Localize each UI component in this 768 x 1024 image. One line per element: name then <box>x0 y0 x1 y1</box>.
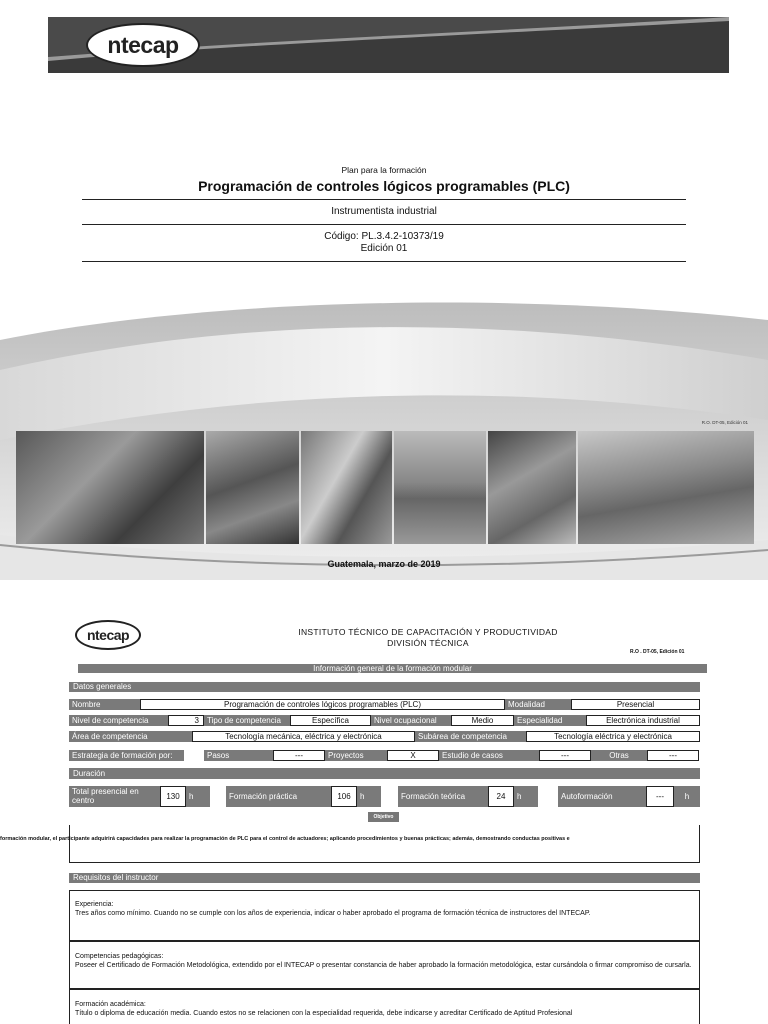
competencias-pedagogicas-box <box>69 941 700 989</box>
cover-code: Código: PL.3.4.2-10373/19 <box>324 231 444 242</box>
nombre-label: Nombre <box>69 699 140 710</box>
section-title: Información general de la formación modular <box>78 664 707 673</box>
modalidad-value: Presencial <box>571 699 700 710</box>
cover-edition: Edición 01 <box>360 243 408 254</box>
nivel-competencia-value: 3 <box>168 715 204 726</box>
formacion-academica-text: Título o diploma de educación media. Cuando estos no se relacionen con la especialidad requerida, debe indicarse y acreditar Certificado de Aptitud Profesional <box>75 1010 573 1017</box>
cover-form-code: R.O. DT-05, Edición 01 <box>701 420 748 425</box>
intecap-logo-form <box>75 620 141 650</box>
modalidad-label: Modalidad <box>505 699 571 710</box>
divider <box>82 224 686 225</box>
photo-computer-class <box>488 431 576 544</box>
formacion-practica-value: 106 <box>331 786 357 807</box>
objetivo-label: Objetivo <box>368 812 399 822</box>
estudio-casos-value: --- <box>539 750 591 761</box>
objetivo-box <box>69 825 700 863</box>
experiencia-title: Experiencia: <box>75 901 114 908</box>
formacion-teorica-value: 24 <box>488 786 514 807</box>
cover-date: Guatemala, marzo de 2019 <box>327 559 441 569</box>
photo-mechanic <box>206 431 299 544</box>
tipo-competencia-label: Tipo de competencia <box>204 715 290 726</box>
divider <box>82 261 686 262</box>
competencias-pedagogicas-title: Competencias pedagógicas: <box>75 953 164 960</box>
hour-unit: h <box>186 786 210 807</box>
autoformacion-value: --- <box>646 786 674 807</box>
divider <box>82 199 686 200</box>
tipo-competencia-value: Específica <box>290 715 371 726</box>
hour-unit: h <box>674 786 700 807</box>
experiencia-box <box>69 890 700 941</box>
form-code: R.O . DT-05, Edición 01 <box>630 649 685 655</box>
intecap-logo-cover <box>86 23 200 67</box>
cover-title: Programación de controles lógicos programables (PLC) <box>198 178 570 194</box>
especialidad-label: Especialidad <box>514 715 586 726</box>
otras-value: --- <box>647 750 699 761</box>
total-presencial-value: 130 <box>160 786 186 807</box>
institution-name: INSTITUTO TÉCNICO DE CAPACITACIÓN Y PRODUCTIVIDAD <box>298 627 558 637</box>
competencias-pedagogicas-text: Poseer el Certificado de Formación Metodológica, extendido por el INTECAP o presentar constancia de haber aprobado la formación metodológica, estar cursándola o firmar compromiso de cursarla. <box>75 962 692 969</box>
photo-tractor <box>394 431 486 544</box>
photo-workshop <box>16 431 204 544</box>
general-data-header: Datos generales <box>69 682 700 692</box>
total-presencial-label: Total presencial en centro <box>69 786 160 807</box>
pasos-label: Pasos <box>204 750 273 761</box>
photo-strip <box>16 431 754 544</box>
hour-unit: h <box>514 786 538 807</box>
formacion-academica-title: Formación académica: <box>75 1001 146 1008</box>
formacion-teorica-label: Formación teórica <box>398 786 488 807</box>
objetivo-text: formación modular, el participante adquirirá capacidades para realizar la programación de PLC para el control de actuadores; aplicando procedimientos y buenas prácticas; además, demostrando conductas positivas e <box>0 836 570 842</box>
area-value: Tecnología mecánica, eléctrica y electrónica <box>192 731 415 742</box>
estudio-casos-label: Estudio de casos <box>439 750 539 761</box>
proyectos-value: X <box>387 750 439 761</box>
hour-unit: h <box>357 786 381 807</box>
photo-lab <box>301 431 392 544</box>
nivel-ocupacional-value: Medio <box>451 715 514 726</box>
experiencia-text: Tres años como mínimo. Cuando no se cumple con los años de experiencia, indicar o haber aprobado el programa de formación técnica de instructores del INTECAP. <box>75 910 591 917</box>
nivel-competencia-label: Nivel de competencia <box>69 715 168 726</box>
duracion-header: Duración <box>69 768 700 779</box>
area-label: Área de competencia <box>69 731 192 742</box>
otras-label: Otras <box>591 750 647 761</box>
proyectos-label: Proyectos <box>325 750 387 761</box>
nombre-value: Programación de controles lógicos programables (PLC) <box>140 699 505 710</box>
formacion-practica-label: Formación práctica <box>226 786 331 807</box>
especialidad-value: Electrónica industrial <box>586 715 700 726</box>
subarea-value: Tecnología eléctrica y electrónica <box>526 731 700 742</box>
requisitos-header: Requisitos del instructor <box>69 873 700 883</box>
nivel-ocupacional-label: Nivel ocupacional <box>371 715 451 726</box>
estrategia-label: Estrategia de formación por: <box>69 750 184 761</box>
cover-occupation: Instrumentista industrial <box>331 206 437 217</box>
division-name: DIVISIÓN TÉCNICA <box>387 638 469 648</box>
pasos-value: --- <box>273 750 325 761</box>
logo-text: ntecap <box>86 627 130 643</box>
formacion-academica-box <box>69 989 700 1024</box>
autoformacion-label: Autoformación <box>558 786 646 807</box>
subarea-label: Subárea de competencia <box>415 731 526 742</box>
cover-kicker: Plan para la formación <box>341 165 427 175</box>
logo-text: ntecap <box>107 31 179 58</box>
photo-field-work <box>578 431 755 544</box>
